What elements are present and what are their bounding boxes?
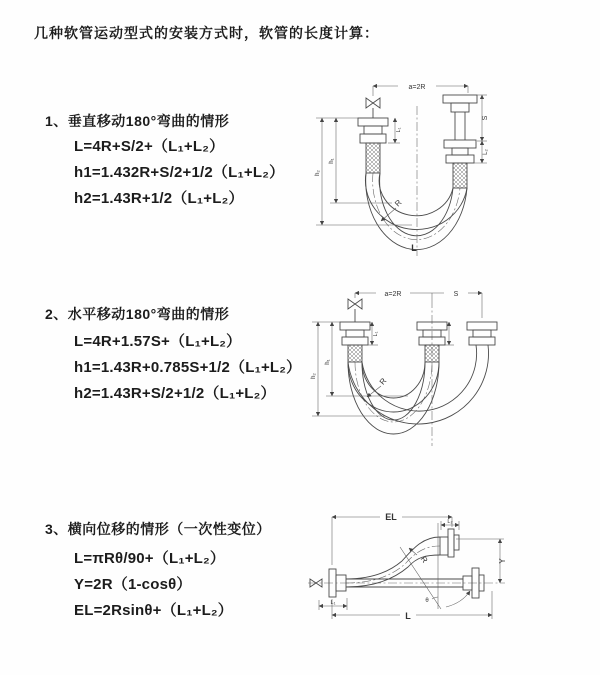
- hose-u-bend: [348, 345, 489, 434]
- dim-label-el: EL: [385, 512, 397, 522]
- valve-icon: [366, 98, 380, 118]
- dim-label-s: S: [482, 115, 489, 121]
- section1-heading: 1、垂直移动180°弯曲的情形: [45, 113, 230, 129]
- section1-formula-h2: h2=1.43R+1/2（L₁+L₂）: [74, 190, 244, 207]
- hose-u-bend: [365, 173, 467, 250]
- dim-label-h2: h₂: [311, 373, 317, 379]
- centerlines: [308, 546, 505, 583]
- diagram-vertical-180-bend: [300, 66, 585, 262]
- dim-label-h2: h₂: [315, 170, 321, 176]
- diagram-lateral-displacement: [300, 503, 600, 645]
- moved-pipe-assembly: [467, 322, 497, 345]
- section2-formula-L: L=4R+1.57S+（L₁+L₂）: [74, 333, 242, 350]
- section2-formula-h1: h1=1.43R+0.785S+1/2（L₁+L₂）: [74, 359, 302, 376]
- section2-heading: 2、水平移动180°弯曲的情形: [45, 306, 230, 322]
- section3-formula-Y: Y=2R（1-cosθ）: [74, 576, 192, 593]
- dim-label-l: L: [405, 611, 411, 621]
- dim-label-l1: L₁: [396, 127, 402, 133]
- dim-label-a2r: a=2R: [408, 84, 426, 91]
- dim-label-h1: h₁: [329, 158, 335, 164]
- dim-label-l1: L₁: [330, 600, 336, 606]
- right-pipe-assembly: [443, 95, 477, 188]
- left-pipe-assembly: [358, 118, 388, 173]
- section3-formula-EL: EL=2Rsinθ+（L₁+L₂）: [74, 602, 233, 619]
- section1-formula-L: L=4R+S/2+（L₁+L₂）: [74, 138, 225, 155]
- dim-label-r: R: [393, 198, 404, 209]
- upper-right-flange: [440, 529, 459, 557]
- dim-label-l1: L₁: [373, 331, 379, 337]
- dim-label-h1: h₁: [325, 359, 331, 365]
- diagram-horizontal-180-bend: [300, 284, 598, 460]
- section2-formula-h2: h2=1.43R+S/2+1/2（L₁+L₂）: [74, 385, 276, 402]
- section3-heading: 3、横向位移的情形（一次性变位）: [45, 521, 271, 537]
- section3-formula-L: L=πRθ/90+（L₁+L₂）: [74, 550, 226, 567]
- dim-label-l2: L₂: [447, 519, 453, 525]
- dim-label-a2r: a=2R: [384, 291, 402, 298]
- left-pipe-assembly: [340, 322, 370, 362]
- section1-formula-h1: h1=1.432R+S/2+1/2（L₁+L₂）: [74, 164, 285, 181]
- valve-icon: [348, 299, 362, 322]
- centerlines: [373, 106, 460, 256]
- dim-label-r: R: [418, 554, 430, 565]
- dim-label-l: L: [411, 243, 417, 253]
- construction-lines: [400, 523, 470, 609]
- dim-label-l2: L₂: [483, 149, 489, 155]
- dim-label-theta: θ: [425, 598, 429, 604]
- dim-label-y: Y: [498, 558, 507, 564]
- page-title: 几种软管运动型式的安装方式时，软管的长度计算：: [34, 25, 379, 41]
- hose-s-curve: [346, 537, 440, 587]
- dim-label-s: S: [453, 291, 459, 298]
- dim-label-r: R: [377, 376, 389, 387]
